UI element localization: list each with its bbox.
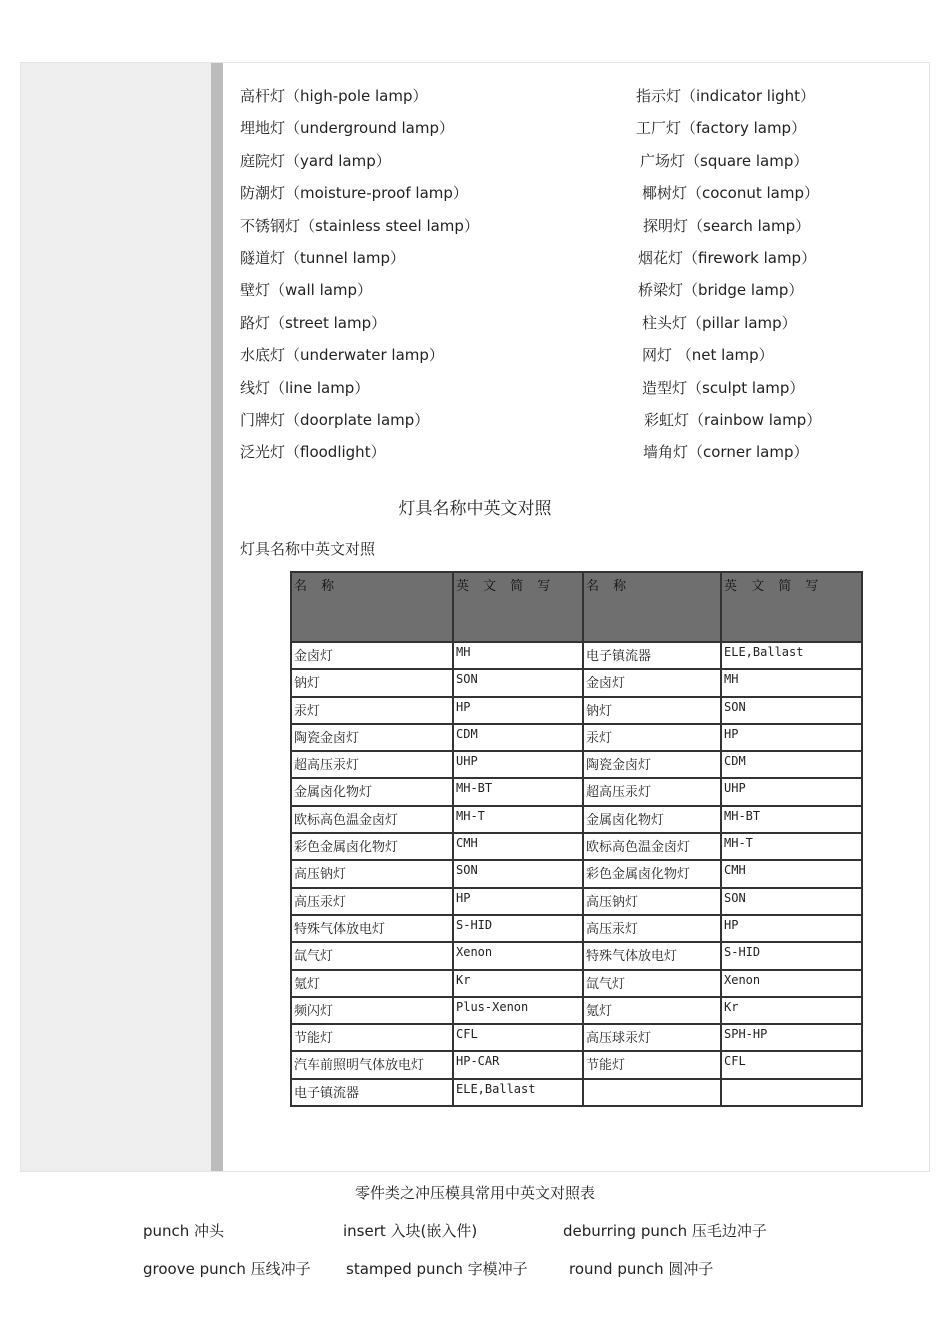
cell-name: 汞灯 bbox=[291, 697, 453, 724]
table-row bbox=[291, 806, 862, 833]
lamp-item-left: 防潮灯（moisture-proof lamp） bbox=[240, 184, 468, 203]
cell-name: 节能灯 bbox=[291, 1024, 453, 1051]
cell-name: 钠灯 bbox=[291, 669, 453, 696]
lamp-item-right: 工厂灯（factory lamp） bbox=[636, 119, 807, 138]
cell-name: 金属卤化物灯 bbox=[583, 806, 721, 833]
cell-name: 高压钠灯 bbox=[291, 860, 453, 887]
lamp-item-left: 隧道灯（tunnel lamp） bbox=[240, 249, 406, 267]
part-term: stamped punch 字模冲子 bbox=[346, 1260, 528, 1278]
cell-abbr: SON bbox=[721, 697, 862, 724]
cell-name bbox=[583, 1079, 721, 1106]
table-header-row bbox=[291, 572, 862, 642]
header-name-1: 名 称 bbox=[291, 572, 453, 642]
cell-name: 特殊气体放电灯 bbox=[291, 915, 453, 942]
cell-abbr: Kr bbox=[721, 997, 862, 1024]
header-abbr-2: 英 文 简 写 bbox=[721, 572, 862, 642]
cell-abbr: SPH-HP bbox=[721, 1024, 862, 1051]
cell-abbr: CDM bbox=[453, 724, 583, 751]
cell-abbr: Xenon bbox=[453, 942, 583, 969]
cell-name: 特殊气体放电灯 bbox=[583, 942, 721, 969]
table-row bbox=[291, 942, 862, 969]
lamp-item-right: 柱头灯（pillar lamp） bbox=[642, 313, 797, 332]
lamp-item-left: 门牌灯（doorplate lamp） bbox=[240, 411, 430, 429]
part-term: insert 入块(嵌入件) bbox=[343, 1222, 478, 1240]
cell-name: 彩色金属卤化物灯 bbox=[291, 833, 453, 860]
lamp-item-right: 彩虹灯（rainbow lamp） bbox=[644, 411, 822, 429]
cell-abbr bbox=[721, 1079, 862, 1106]
cell-abbr: CMH bbox=[453, 833, 583, 860]
table-row bbox=[291, 1079, 862, 1106]
cell-name: 超高压汞灯 bbox=[291, 751, 453, 778]
cell-abbr: SON bbox=[721, 888, 862, 915]
cell-abbr: MH bbox=[453, 642, 583, 669]
table-row bbox=[291, 860, 862, 887]
cell-name: 高压汞灯 bbox=[291, 888, 453, 915]
lamp-item-left: 高杆灯（high-pole lamp） bbox=[240, 87, 428, 105]
part-term: round punch 圆冲子 bbox=[569, 1260, 714, 1278]
cell-name: 陶瓷金卤灯 bbox=[291, 724, 453, 751]
lamp-item-right: 桥梁灯（bridge lamp） bbox=[638, 281, 804, 300]
lamp-item-left: 埋地灯（underground lamp） bbox=[240, 119, 454, 138]
table-row bbox=[291, 751, 862, 778]
cell-name: 高压球汞灯 bbox=[583, 1024, 721, 1051]
lamp-item-right: 椰树灯（coconut lamp） bbox=[642, 184, 820, 203]
part-term: deburring punch 压毛边冲子 bbox=[563, 1222, 767, 1240]
cell-name: 高压汞灯 bbox=[583, 915, 721, 942]
part-term: punch 冲头 bbox=[143, 1222, 225, 1240]
cell-name: 金卤灯 bbox=[583, 669, 721, 696]
lamp-item-left: 泛光灯（floodlight） bbox=[240, 443, 386, 462]
cell-abbr: ELE,Ballast bbox=[721, 642, 862, 669]
left-gray-panel bbox=[21, 63, 211, 1171]
cell-abbr: MH-T bbox=[453, 806, 583, 833]
lamp-item-left: 庭院灯（yard lamp） bbox=[240, 151, 391, 170]
cell-abbr: Xenon bbox=[721, 970, 862, 997]
cell-abbr: CDM bbox=[721, 751, 862, 778]
cell-abbr: Plus-Xenon bbox=[453, 997, 583, 1024]
cell-abbr: CMH bbox=[721, 860, 862, 887]
table-row bbox=[291, 915, 862, 942]
cell-name: 彩色金属卤化物灯 bbox=[583, 860, 721, 887]
cell-name: 电子镇流器 bbox=[291, 1079, 453, 1106]
cell-name: 频闪灯 bbox=[291, 997, 453, 1024]
cell-name: 欧标高色温金卤灯 bbox=[291, 806, 453, 833]
section-title: 灯具名称中英文对照 bbox=[398, 499, 552, 519]
table-row bbox=[291, 778, 862, 805]
cell-abbr: CFL bbox=[721, 1051, 862, 1078]
cell-abbr: MH bbox=[721, 669, 862, 696]
cell-abbr: UHP bbox=[453, 751, 583, 778]
table-row bbox=[291, 970, 862, 997]
cell-abbr: UHP bbox=[721, 778, 862, 805]
lamp-item-left: 水底灯（underwater lamp） bbox=[240, 346, 444, 365]
cell-abbr: MH-BT bbox=[453, 778, 583, 805]
parts-section-title: 零件类之冲压模具常用中英文对照表 bbox=[354, 1184, 595, 1202]
table-row bbox=[291, 669, 862, 696]
cell-abbr: SON bbox=[453, 669, 583, 696]
cell-abbr: HP-CAR bbox=[453, 1051, 583, 1078]
part-term: groove punch 压线冲子 bbox=[143, 1260, 311, 1278]
lamp-item-right: 网灯 （net lamp） bbox=[642, 346, 774, 365]
lamp-item-left: 路灯（street lamp） bbox=[240, 313, 387, 332]
cell-name: 汽车前照明气体放电灯 bbox=[291, 1051, 453, 1078]
lamp-abbreviation-table bbox=[290, 571, 863, 1107]
cell-abbr: HP bbox=[453, 888, 583, 915]
lamp-item-right: 墙角灯（corner lamp） bbox=[643, 443, 809, 462]
cell-abbr: CFL bbox=[453, 1024, 583, 1051]
lamp-item-left: 不锈钢灯（stainless steel lamp） bbox=[240, 216, 479, 235]
cell-abbr: S-HID bbox=[721, 942, 862, 969]
lamp-item-right: 烟花灯（firework lamp） bbox=[638, 249, 817, 267]
lamp-item-right: 探明灯（search lamp） bbox=[643, 216, 811, 235]
table-row bbox=[291, 888, 862, 915]
cell-name: 氙气灯 bbox=[291, 942, 453, 969]
cell-name: 金属卤化物灯 bbox=[291, 778, 453, 805]
lamp-item-right: 指示灯（indicator light） bbox=[636, 87, 816, 105]
vertical-divider-bar bbox=[211, 63, 223, 1171]
cell-abbr: ELE,Ballast bbox=[453, 1079, 583, 1106]
cell-name: 金卤灯 bbox=[291, 642, 453, 669]
table-row bbox=[291, 642, 862, 669]
lamp-item-left: 线灯（line lamp） bbox=[240, 378, 370, 397]
cell-abbr: S-HID bbox=[453, 915, 583, 942]
cell-abbr: MH-BT bbox=[721, 806, 862, 833]
cell-name: 欧标高色温金卤灯 bbox=[583, 833, 721, 860]
header-name-2: 名 称 bbox=[583, 572, 721, 642]
table-row bbox=[291, 724, 862, 751]
cell-name: 陶瓷金卤灯 bbox=[583, 751, 721, 778]
cell-name: 氙气灯 bbox=[583, 970, 721, 997]
cell-name: 汞灯 bbox=[583, 724, 721, 751]
cell-abbr: HP bbox=[721, 915, 862, 942]
cell-name: 氪灯 bbox=[291, 970, 453, 997]
lamp-item-right: 造型灯（sculpt lamp） bbox=[642, 378, 805, 397]
sub-title: 灯具名称中英文对照 bbox=[240, 540, 376, 558]
cell-name: 超高压汞灯 bbox=[583, 778, 721, 805]
lamp-item-right: 广场灯（square lamp） bbox=[640, 151, 809, 170]
table-row bbox=[291, 697, 862, 724]
header-abbr-1: 英 文 简 写 bbox=[453, 572, 583, 642]
lamp-item-left: 壁灯（wall lamp） bbox=[240, 281, 373, 300]
cell-name: 钠灯 bbox=[583, 697, 721, 724]
table-row bbox=[291, 997, 862, 1024]
cell-name: 电子镇流器 bbox=[583, 642, 721, 669]
cell-abbr: MH-T bbox=[721, 833, 862, 860]
cell-name: 高压钠灯 bbox=[583, 888, 721, 915]
table-row bbox=[291, 1051, 862, 1078]
cell-abbr: HP bbox=[453, 697, 583, 724]
cell-abbr: HP bbox=[721, 724, 862, 751]
cell-name: 节能灯 bbox=[583, 1051, 721, 1078]
table-row bbox=[291, 1024, 862, 1051]
table-row bbox=[291, 833, 862, 860]
cell-name: 氪灯 bbox=[583, 997, 721, 1024]
cell-abbr: Kr bbox=[453, 970, 583, 997]
cell-abbr: SON bbox=[453, 860, 583, 887]
